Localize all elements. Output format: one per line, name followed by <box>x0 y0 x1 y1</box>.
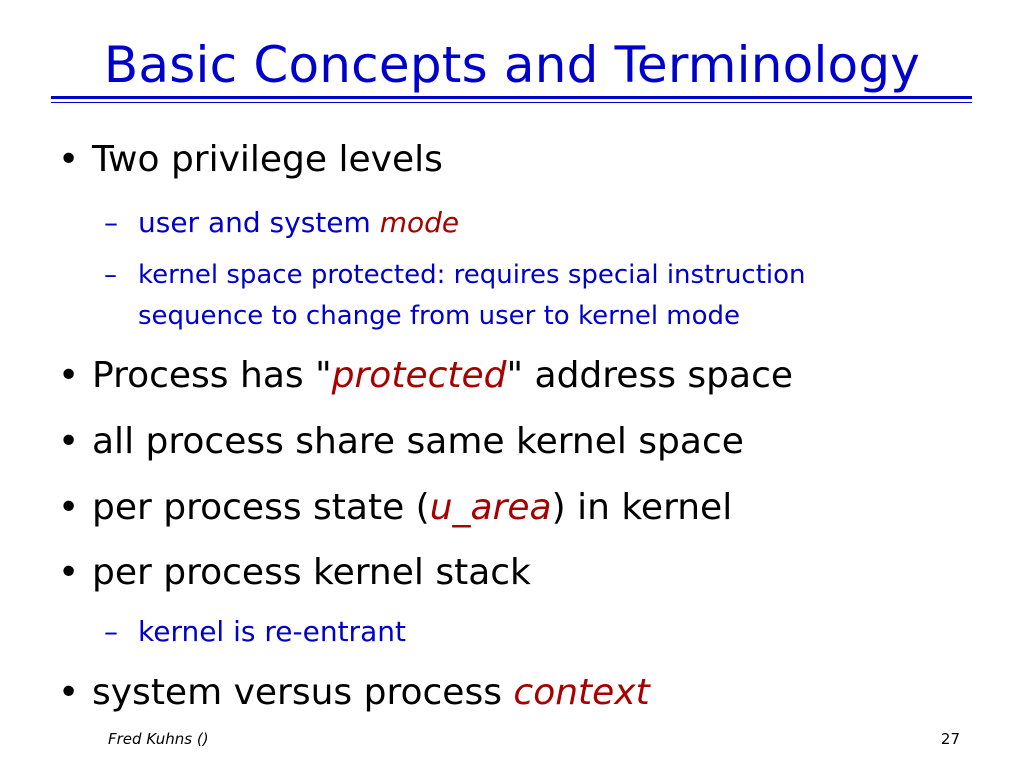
slide-title: Basic Concepts and Terminology <box>103 36 921 94</box>
bullet-item <box>58 354 793 398</box>
bullet-marker: • <box>58 355 80 396</box>
bullet-text: per process kernel stack <box>92 552 531 593</box>
title-underline <box>51 96 972 99</box>
sub-bullet-text-line1: kernel space protected: requires special instruction <box>138 260 806 290</box>
sub-bullet-emphasis: mode <box>379 206 460 239</box>
bullet-emphasis: u_area <box>429 487 552 528</box>
bullet-item <box>58 551 531 595</box>
sub-bullet-text-part: user and system <box>138 206 380 239</box>
title-underline-thin <box>51 102 972 103</box>
bullet-text: all process share same kernel space <box>92 421 744 462</box>
sub-bullet-marker: – <box>104 260 117 290</box>
bullet-item <box>58 420 744 464</box>
sub-bullet-item <box>104 256 806 294</box>
bullet-text <box>92 354 793 398</box>
bullet-item <box>58 138 443 182</box>
bullet-item <box>58 671 650 715</box>
bullet-text-part: per process state ( <box>92 487 430 528</box>
sub-bullet-item <box>104 612 406 652</box>
bullet-item <box>58 486 732 530</box>
sub-bullet-marker: – <box>104 206 118 239</box>
page-number: 27 <box>940 730 960 748</box>
sub-bullet-item <box>104 203 459 243</box>
bullet-text: Two privilege levels <box>92 139 443 180</box>
bullet-text <box>92 671 650 715</box>
bullet-text <box>92 486 732 530</box>
bullet-marker: • <box>58 139 80 180</box>
sub-bullet-text: kernel is re-entrant <box>138 615 406 648</box>
sub-bullet-marker: – <box>104 615 118 648</box>
bullet-emphasis: protected <box>331 355 507 396</box>
bullet-text-part: " address space <box>506 355 794 396</box>
bullet-text-part: ) in kernel <box>551 487 733 528</box>
sub-bullet-text-line2: sequence to change from user to kernel mode <box>138 301 741 331</box>
bullet-marker: • <box>58 421 80 462</box>
bullet-marker: • <box>58 672 80 713</box>
bullet-text-part: Process has " <box>92 355 332 396</box>
bullet-marker: • <box>58 552 80 593</box>
bullet-emphasis: context <box>513 672 650 713</box>
bullet-text-part: system versus process <box>92 672 514 713</box>
footer-author: Fred Kuhns () <box>108 730 209 748</box>
sub-bullet-text <box>138 203 459 243</box>
bullet-marker: • <box>58 487 80 528</box>
